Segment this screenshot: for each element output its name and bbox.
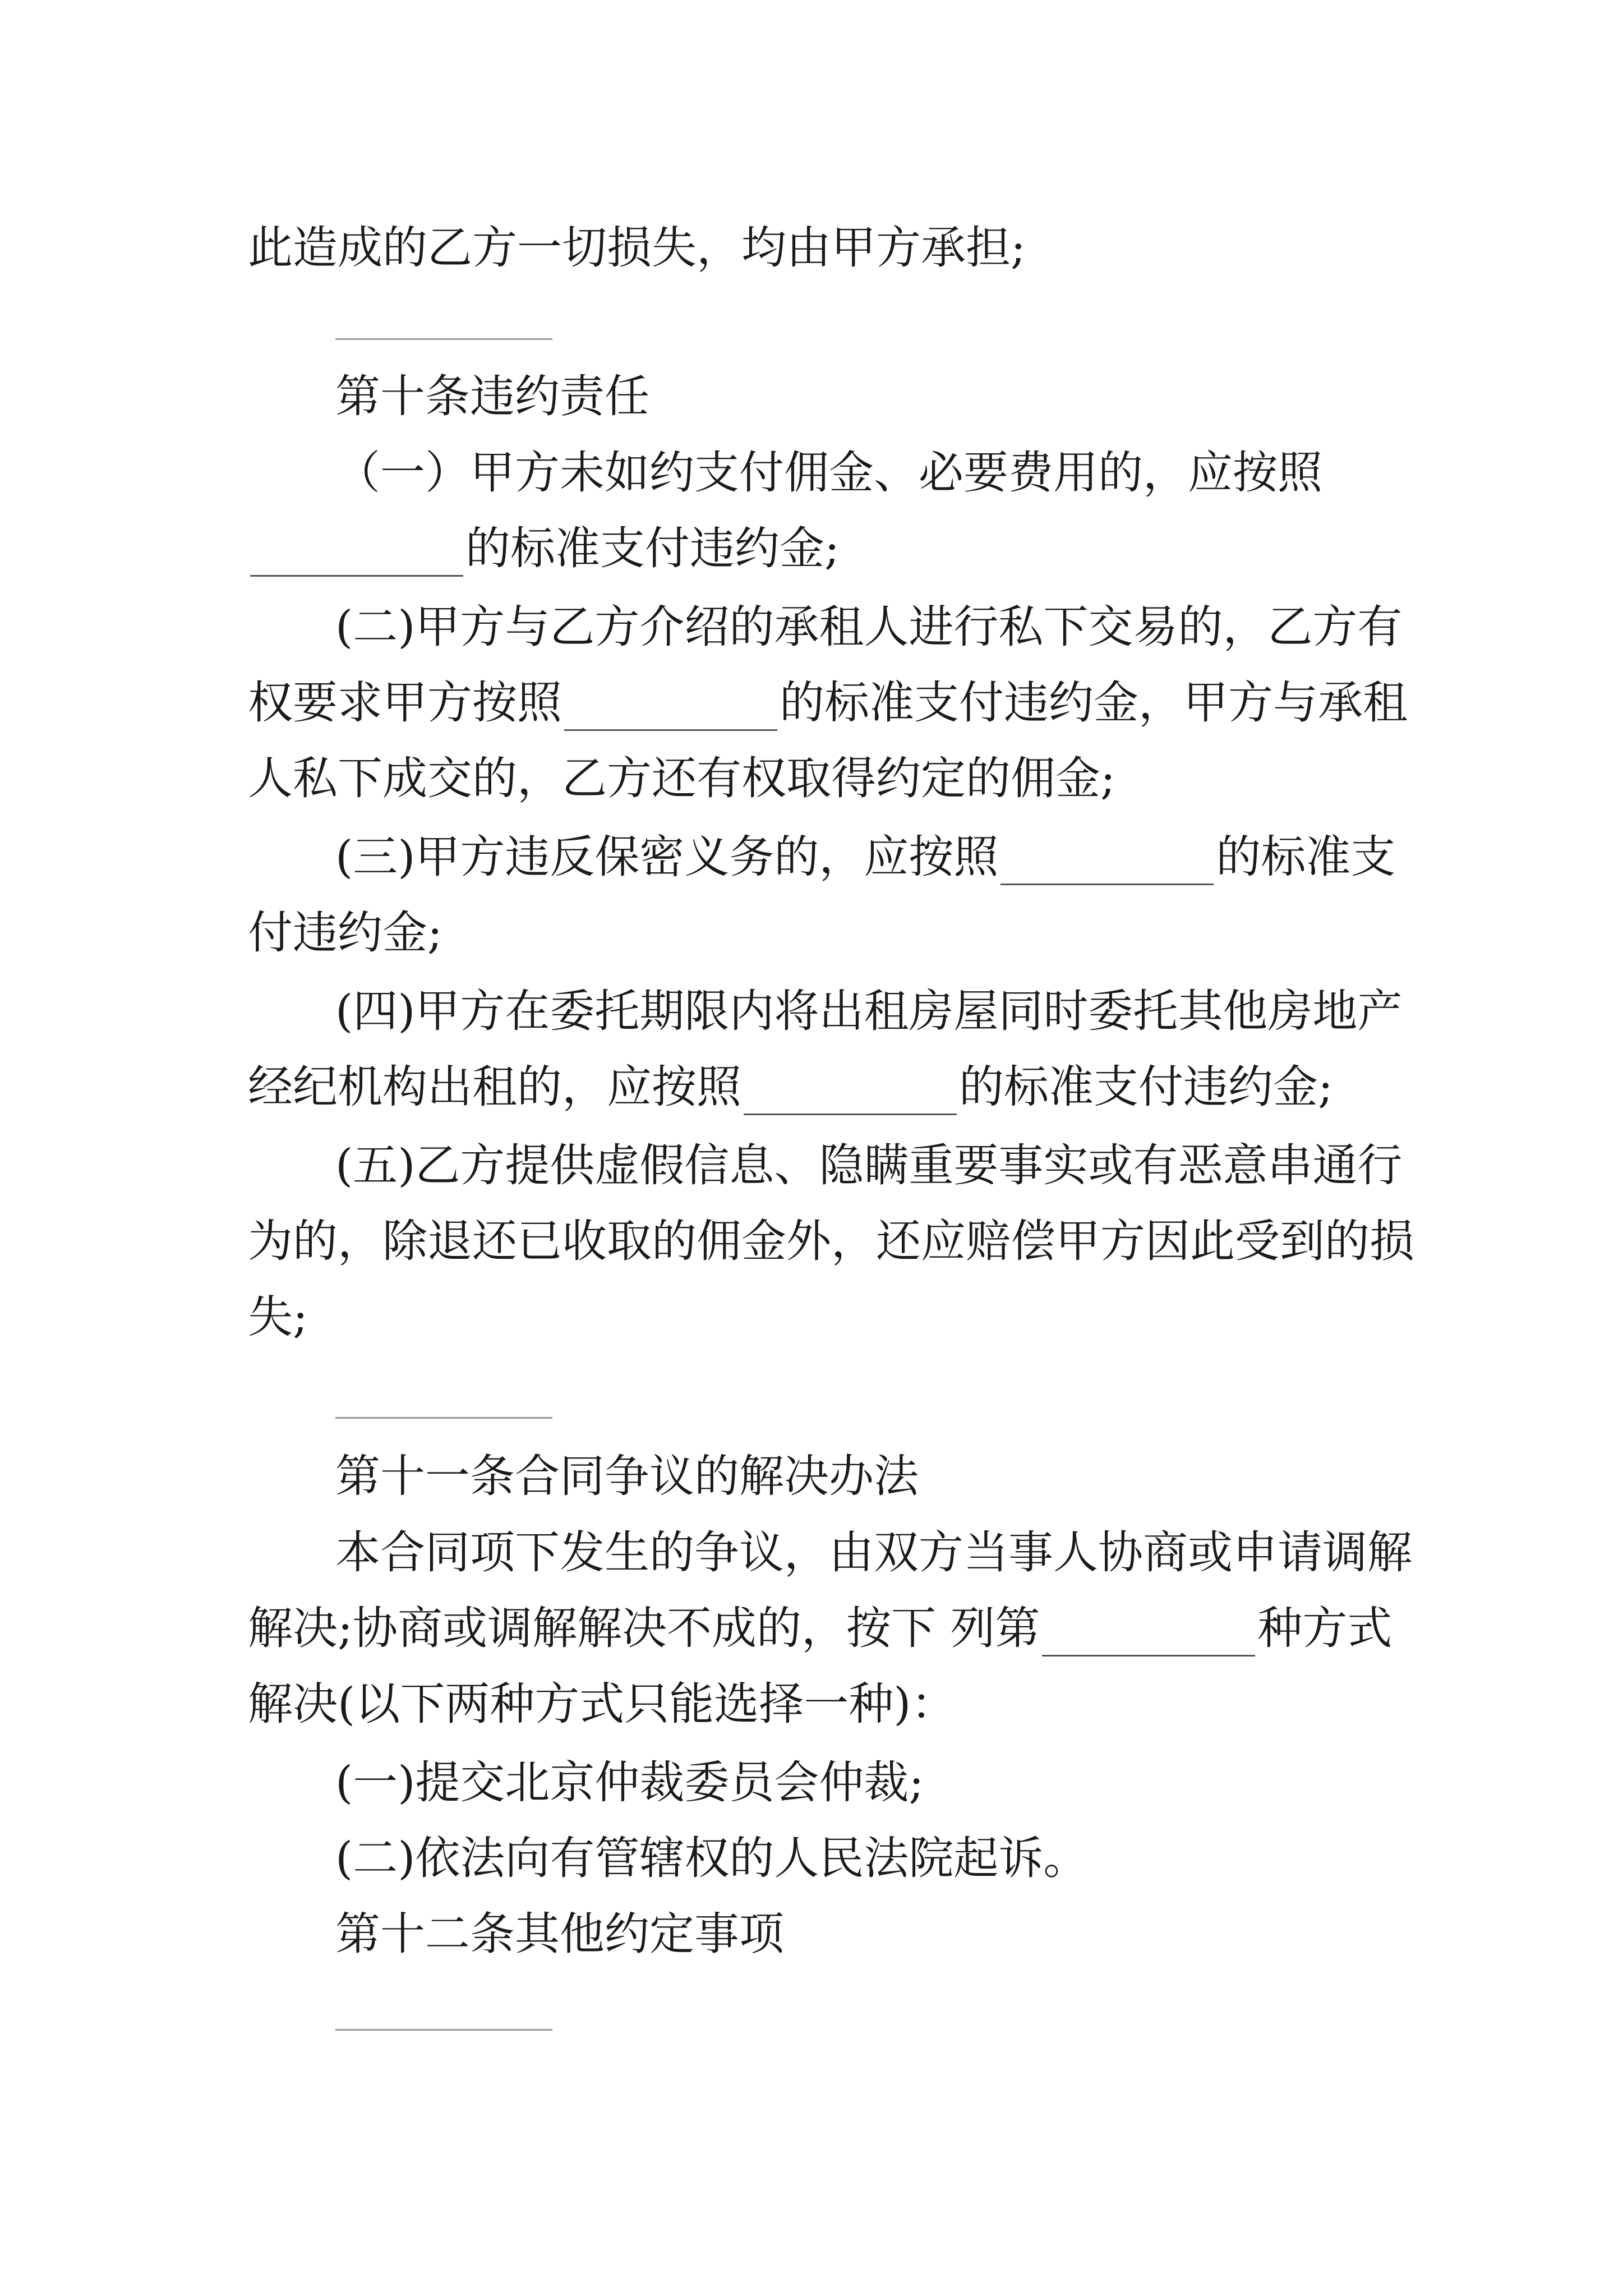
article-title: 第十条违约责任 [335,370,649,422]
paragraph-text: 解决(以下两种方式只能选择一种)： [248,1678,956,1730]
text-line [0,521,1623,577]
text-line [0,1289,1623,1345]
text-line [0,1830,1623,1887]
fill-in-blank[interactable] [564,690,777,731]
text-line [0,599,1623,655]
text-line [0,220,1623,276]
paragraph-text: 的标准支付违约金; [959,1061,1333,1113]
paragraph-text: 经纪机构出租的，应按照 [248,1061,741,1113]
text-line [0,1906,1623,1962]
paragraph-text: 解决;协商或调解解决不成的，按下 列第 [248,1602,1040,1654]
text-line [0,829,1623,885]
paragraph-text: 的标准支付违约金; [465,522,840,574]
fill-in-blank[interactable] [1000,844,1214,885]
text-line [0,1525,1623,1581]
paragraph-text: 权要求甲方按照 [248,677,562,729]
paragraph-text: （一）甲方未如约支付佣金、必要费用的，应按照 [335,447,1322,499]
paragraph-text: 的标准支 [1216,831,1396,883]
text-line [0,1059,1623,1115]
paragraph-text: 人私下成交的，乙方还有权取得约定的佣金; [248,752,1115,804]
fill-in-blank[interactable] [1042,1616,1255,1657]
list-item: (一)提交北京仲裁委员会仲裁; [335,1756,924,1809]
paragraph-text: 本合同项下发生的争议，由双方当事人协商或申请调解 [335,1526,1412,1579]
paragraph-text: 付违约金; [248,907,442,959]
paragraph-text: (四)甲方在委托期限内将出租房屋同时委托其他房地产 [335,985,1403,1037]
article-title: 第十一条合同争议的解决办法 [335,1450,919,1502]
text-line [0,1676,1623,1732]
text-line [0,1213,1623,1269]
text-line [0,675,1623,731]
article-title: 第十二条其他约定事项 [335,1908,784,1960]
divider-rule [335,338,552,340]
text-line [0,445,1623,501]
divider-rule [335,1417,552,1419]
text-line [0,983,1623,1039]
text-line [0,1600,1623,1657]
paragraph-text: 失; [248,1291,308,1343]
text-line [0,1448,1623,1504]
paragraph-text: (三)甲方违反保密义务的，应按照 [335,831,999,883]
text-line [0,1755,1623,1811]
text-line [0,905,1623,961]
fill-in-blank[interactable] [250,536,463,577]
paragraph-text: (五)乙方提供虚假信息、隐瞒重要事实或有恶意串通行 [335,1139,1403,1191]
paragraph-text: (二)甲方与乙方介绍的承租人进行私下交易的，乙方有 [335,601,1403,653]
list-item: (二)依法向有管辖权的人民法院起诉。 [335,1832,1089,1884]
paragraph-text: 的标准支付违约金，甲方与承租 [780,677,1408,729]
fill-in-blank[interactable] [744,1074,957,1115]
paragraph-text: 种方式 [1257,1602,1393,1654]
text-line [0,1138,1623,1194]
paragraph-text: 此造成的乙方一切损失，均由甲方承担; [248,222,1026,274]
divider-rule [335,2029,552,2031]
text-line [0,369,1623,425]
paragraph-text: 为的，除退还已收取的佣金外，还应赔偿甲方因此受到的损 [248,1215,1414,1267]
text-line [0,751,1623,807]
